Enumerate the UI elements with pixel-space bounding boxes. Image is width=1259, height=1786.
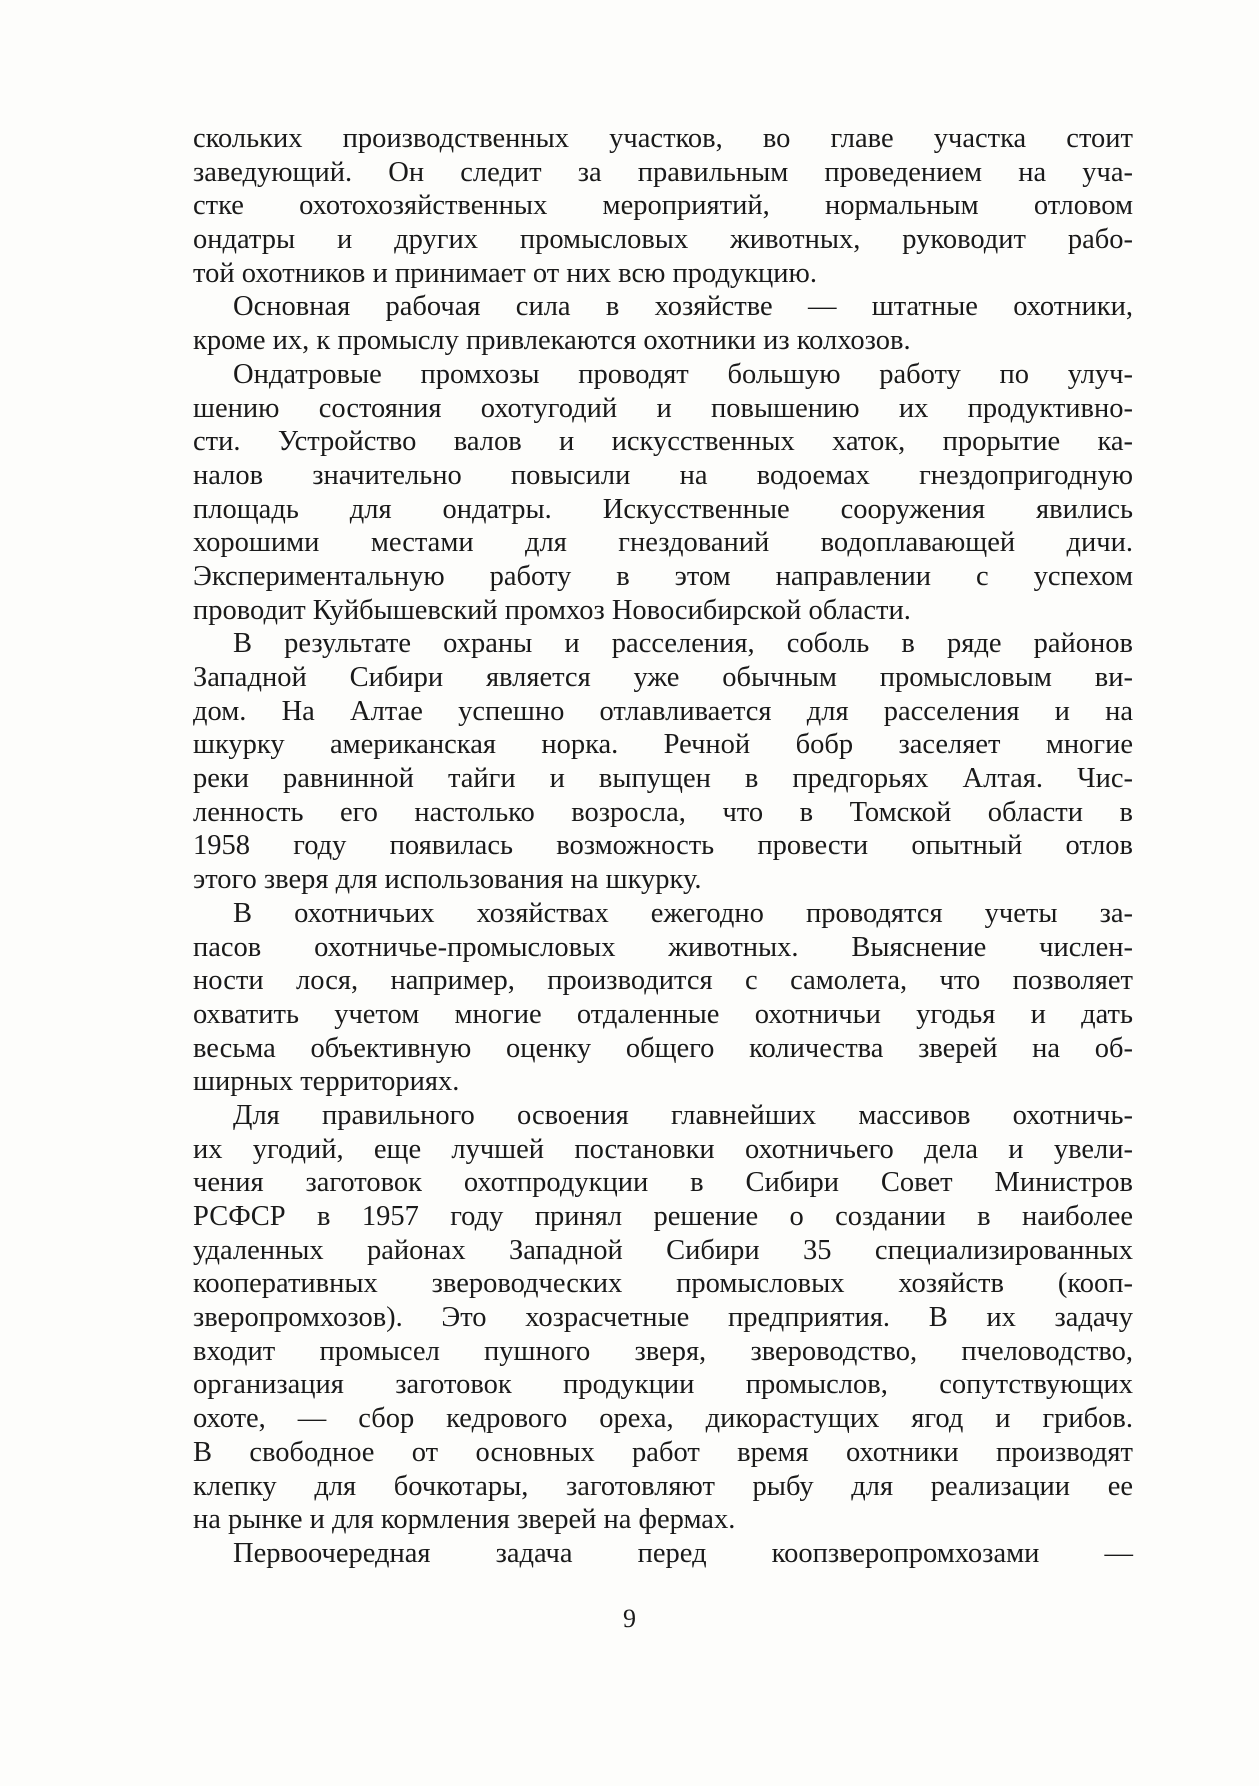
text-line: налов значительно повысили на водоемах гнездопригодную xyxy=(193,459,1133,491)
text-line: ширных территориях. xyxy=(193,1066,460,1098)
text-line: хорошими местами для гнездований водоплавающей дичи. xyxy=(193,527,1133,559)
text-line: ленность его настолько возросла, что в Томской области в xyxy=(193,796,1133,828)
text-line: удаленных районах Западной Сибири 35 специализированных xyxy=(193,1234,1133,1266)
text-line: В охотничьих хозяйствах ежегодно проводятся учеты за- xyxy=(233,897,1133,929)
text-line: В результате охраны и расселения, соболь в ряде районов xyxy=(233,628,1133,660)
text-line: их угодий, еще лучшей постановки охотничьего дела и увели- xyxy=(193,1133,1133,1165)
text-line: входит промысел пушного зверя, звероводство, пчеловодство, xyxy=(193,1335,1133,1367)
text-line: организация заготовок продукции промыслов, сопутствующих xyxy=(193,1369,1133,1401)
text-line: весьма объективную оценку общего количества зверей на об- xyxy=(193,1032,1133,1064)
text-line: клепку для бочкотары, заготовляют рыбу для реализации ее xyxy=(193,1470,1133,1502)
text-line: дом. На Алтае успешно отлавливается для расселения и на xyxy=(193,695,1133,727)
text-line: площадь для ондатры. Искусственные сооружения явились xyxy=(193,493,1133,525)
text-line: Для правильного освоения главнейших массивов охотничь- xyxy=(233,1099,1133,1131)
text-line: кроме их, к промыслу привлекаются охотники из колхозов. xyxy=(193,325,911,357)
text-line: проводит Куйбышевский промхоз Новосибирской области. xyxy=(193,594,911,626)
text-line: сти. Устройство валов и искусственных хаток, прорытие ка- xyxy=(193,426,1133,458)
text-line: В свободное от основных работ время охотники производят xyxy=(193,1436,1133,1468)
text-line: чения заготовок охотпродукции в Сибири Совет Министров xyxy=(193,1167,1133,1199)
text-line: охватить учетом многие отдаленные охотничьи угодья и дать xyxy=(193,998,1133,1030)
body-text xyxy=(193,122,1133,1571)
text-line: той охотников и принимает от них всю продукцию. xyxy=(193,257,817,289)
text-line: Ондатровые промхозы проводят большую работу по улуч- xyxy=(233,358,1133,390)
text-line: ондатры и других промысловых животных, руководит рабо- xyxy=(193,224,1133,256)
text-line: зверопромхозов). Это хозрасчетные предприятия. В их задачу xyxy=(193,1302,1133,1334)
text-line: скольких производственных участков, во главе участка стоит xyxy=(193,123,1133,154)
text-line: РСФСР в 1957 году принял решение о создании в наиболее xyxy=(193,1201,1133,1232)
text-line: реки равнинной тайги и выпущен в предгорьях Алтая. Чис- xyxy=(193,763,1133,795)
text-line: шкурку американская норка. Речной бобр заселяет многие xyxy=(193,729,1133,761)
text-line: Экспериментальную работу в этом направлении с успехом xyxy=(193,560,1133,592)
text-line: заведующий. Он следит за правильным проведением на уча- xyxy=(193,156,1133,188)
text-line: 1958 году появилась возможность провести опытный отлов xyxy=(193,830,1133,862)
text-line: кооперативных звероводческих промысловых хозяйств (кооп- xyxy=(193,1268,1133,1300)
text-line: стке охотохозяйственных мероприятий, нормальным отловом xyxy=(193,190,1133,222)
text-line: охоте, — сбор кедрового ореха, дикорастущих ягод и грибов. xyxy=(193,1403,1133,1435)
text-line: ности лося, например, производится с самолета, что позволяет xyxy=(193,965,1133,997)
text-line: пасов охотничье-промысловых животных. Выяснение числен- xyxy=(193,931,1133,963)
text-line: этого зверя для использования на шкурку. xyxy=(193,864,702,896)
text-line: Основная рабочая сила в хозяйстве — штатные охотники, xyxy=(233,291,1133,323)
text-line: на рынке и для кормления зверей на фермах. xyxy=(193,1504,736,1536)
text-line: Первоочередная задача перед коопзверопромхозами — xyxy=(233,1537,1133,1569)
page-number: 9 xyxy=(623,1604,636,1633)
text-line: шению состояния охотугодий и повышению их продуктивно- xyxy=(193,392,1133,424)
text-line: Западной Сибири является уже обычным промысловым ви- xyxy=(193,662,1133,693)
